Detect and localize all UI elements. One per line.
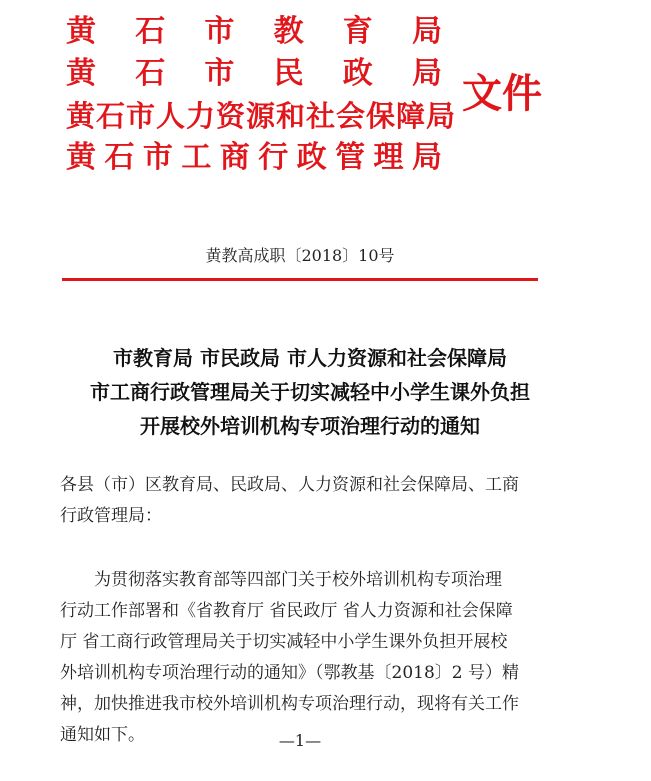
paragraph-line: 神，加快推进我市校外培训机构专项治理行动，现将有关工作 <box>60 694 519 714</box>
page-number: —1— <box>278 731 322 750</box>
body-paragraph <box>60 565 550 751</box>
red-divider-line <box>62 278 538 281</box>
notice-title-line-1: 市教育局 市民政局 市人力资源和社会保障局 <box>113 346 507 370</box>
issuer-education-bureau: 黄石市教育局 <box>66 14 442 49</box>
issuer-human-resources-bureau: 黄石市人力资源和社会保障局 <box>66 99 457 133</box>
salutation <box>60 470 550 532</box>
paragraph-line: 外培训机构专项治理行动的通知》（鄂教基〔2018〕2 号）精 <box>60 663 519 683</box>
notice-title-line-3: 开展校外培训机构专项治理行动的通知 <box>140 414 480 438</box>
document-type-label: 文件 <box>462 71 542 117</box>
document-number: 黄教高成职〔2018〕10号 <box>205 246 395 265</box>
paragraph-line: 厅 省工商行政管理局关于切实减轻中小学生课外负担开展校 <box>60 632 508 652</box>
salutation-line: 各县（市）区教育局、民政局、人力资源和社会保障局、工商 <box>60 475 519 495</box>
paragraph-line: 行动工作部署和《省教育厅 省民政厅 省人力资源和社会保障 <box>60 601 513 621</box>
paragraph-line: 通知如下。 <box>60 725 145 745</box>
issuer-civil-affairs-bureau: 黄石市民政局 <box>66 56 442 91</box>
salutation-line: 行政管理局： <box>60 506 162 526</box>
issuer-industry-commerce-bureau: 黄石市工商行政管理局 <box>66 140 442 175</box>
notice-title-line-2: 市工商行政管理局关于切实减轻中小学生课外负担 <box>90 380 530 404</box>
paragraph-line: 为贯彻落实教育部等四部门关于校外培训机构专项治理 <box>60 570 502 590</box>
